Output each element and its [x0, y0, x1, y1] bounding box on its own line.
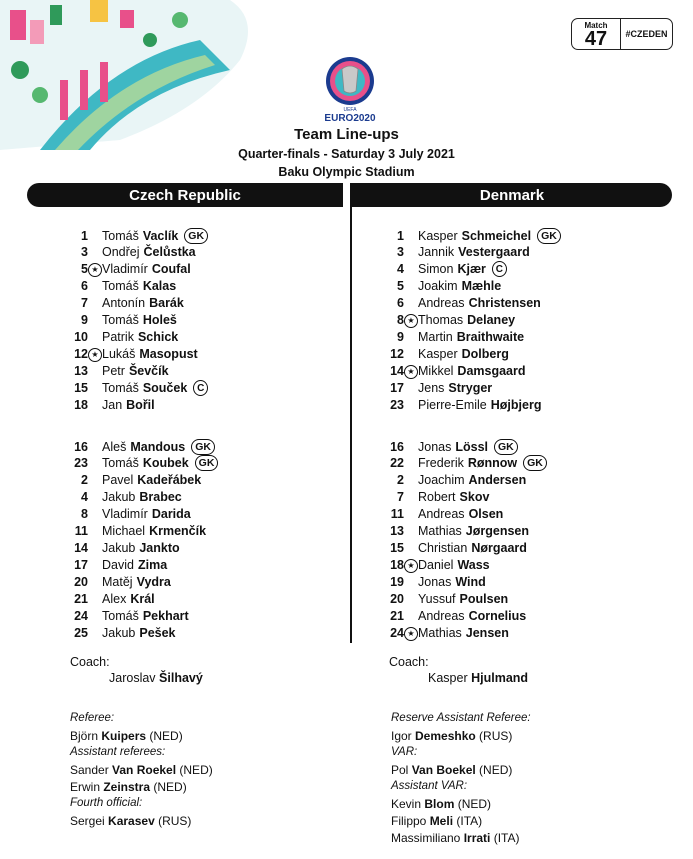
player-number: 16 [390, 439, 404, 454]
player-first-name: Yussuf [418, 592, 456, 607]
official-last-name: Kuipers [101, 729, 147, 743]
player-row [62, 261, 191, 278]
player-last-name: Olsen [468, 507, 504, 522]
player-last-name: Højbjerg [490, 398, 542, 412]
player-row [62, 227, 208, 244]
player-row [62, 295, 184, 312]
player-first-name: Christian [418, 541, 468, 556]
player-row [62, 540, 180, 557]
player-last-name: Mandous [130, 439, 186, 454]
euro2020-logo [318, 55, 382, 125]
player-number: 14 [74, 541, 88, 556]
player-row [378, 557, 490, 574]
substitution-star-icon: ★ [404, 365, 418, 379]
player-row [62, 557, 167, 574]
player-number: 2 [397, 473, 404, 488]
player-first-name: Antonín [102, 296, 146, 311]
official-person [70, 780, 187, 794]
player-first-name: Pavel [102, 473, 134, 488]
official-person [391, 831, 519, 845]
player-number: 18 [74, 398, 88, 412]
official-first-name: Björn [70, 729, 102, 743]
player-last-name: Pešek [139, 625, 176, 640]
official-role: Referee: [70, 712, 115, 724]
player-first-name: Jannik [418, 245, 455, 260]
player-first-name: Mikkel [418, 364, 454, 379]
player-number: 7 [81, 296, 88, 311]
player-last-name: Andersen [468, 473, 527, 488]
player-row [378, 380, 492, 397]
official-last-name: Van Boekel [411, 763, 476, 777]
player-number: 9 [397, 330, 404, 345]
player-row [378, 472, 526, 489]
official-role: Fourth official: [70, 797, 143, 809]
player-number: 12 ★ [62, 347, 92, 361]
player-last-name: Darida [151, 507, 191, 522]
page-title: Team Line-ups [294, 126, 399, 143]
official-last-name: Meli [429, 814, 454, 828]
player-last-name: Vydra [136, 575, 171, 590]
official-first-name: Filippo [391, 814, 430, 828]
player-first-name: Michael [102, 524, 146, 539]
official-first-name: Kevin [391, 797, 425, 811]
player-number: 4 [81, 490, 88, 505]
player-last-name: Nørgaard [471, 541, 527, 556]
captain-badge: C [193, 380, 208, 396]
player-first-name: Tomáš [102, 228, 139, 243]
player-number: 17 [74, 558, 88, 573]
player-row [378, 329, 524, 346]
player-first-name: Simon [418, 262, 454, 277]
player-first-name: Jonas [418, 439, 452, 454]
official-last-name: Demeshko [415, 729, 476, 743]
player-first-name: Tomáš [102, 313, 139, 328]
player-last-name: Kalas [142, 279, 177, 294]
player-row [378, 591, 508, 608]
official-nationality: (ITA) [490, 831, 520, 845]
player-number: 23 [390, 398, 404, 412]
official-last-name: Zeinstra [103, 780, 151, 794]
player-last-name: Král [130, 592, 155, 607]
official-nationality: (NED) [146, 729, 183, 743]
player-last-name: Jørgensen [465, 524, 529, 539]
player-last-name: Masopust [139, 347, 198, 362]
player-first-name: Lukáš [102, 347, 136, 362]
player-row [62, 346, 198, 363]
player-number: 21 [74, 592, 88, 607]
player-last-name: Bořil [126, 398, 155, 412]
player-number: 23 [74, 456, 88, 471]
player-number: 8 ★ [378, 313, 408, 327]
player-number: 22 [390, 456, 404, 471]
player-number: 13 [74, 364, 88, 379]
official-first-name: Sander [70, 763, 113, 777]
player-first-name: Jakub [102, 490, 136, 505]
player-number: 12 [390, 347, 404, 362]
official-person [391, 814, 482, 828]
player-row [62, 438, 215, 455]
official-nationality: (RUS) [154, 814, 192, 828]
player-number: 13 [390, 524, 404, 539]
team-header-czech-republic: Czech Republic [27, 183, 343, 207]
player-last-name: Delaney [467, 313, 516, 328]
player-row [378, 523, 529, 540]
player-first-name: Andreas [418, 609, 465, 623]
player-last-name: Kjær [457, 262, 486, 277]
player-last-name: Wass [457, 558, 490, 573]
player-first-name: Mathias [418, 524, 462, 539]
player-last-name: Christensen [468, 296, 541, 311]
player-row [62, 608, 189, 625]
player-last-name: Brabec [139, 490, 182, 505]
goalkeeper-badge: GK [537, 228, 561, 244]
player-number: 4 [397, 262, 404, 277]
player-first-name: Patrik [102, 330, 134, 345]
player-number: 1 [81, 228, 88, 243]
player-first-name: Kasper [418, 347, 458, 362]
player-row [62, 312, 177, 329]
player-first-name: Petr [102, 364, 125, 379]
coach-last-right: Hjulmand [471, 671, 529, 685]
player-row [62, 455, 218, 472]
player-last-name: Mæhle [461, 279, 502, 294]
player-first-name: Tomáš [102, 609, 139, 623]
player-number: 15 [390, 541, 404, 556]
player-last-name: Skov [459, 490, 490, 505]
official-person [391, 729, 512, 743]
player-last-name: Braithwaite [456, 330, 525, 345]
match-date: Quarter-finals - Saturday 3 July 2021 [238, 147, 455, 161]
player-last-name: Ševčík [128, 364, 169, 379]
player-first-name: Joakim [418, 279, 458, 294]
player-last-name: Rønnow [467, 456, 518, 471]
player-first-name: Vladimír [102, 507, 148, 522]
substitution-star-icon: ★ [404, 627, 418, 641]
player-last-name: Kadeřábek [137, 473, 202, 488]
substitution-star-icon: ★ [404, 559, 418, 573]
player-number: 18 ★ [378, 558, 408, 572]
substitution-star-icon: ★ [404, 314, 418, 328]
coach-name-right [428, 671, 528, 685]
player-number: 24 [74, 609, 88, 623]
player-first-name: Jakub [102, 625, 136, 640]
player-first-name: Tomáš [102, 381, 139, 396]
official-person [391, 763, 512, 777]
player-row [378, 506, 503, 523]
goalkeeper-badge: GK [191, 439, 215, 455]
logo-uefa-text: UEFA [343, 107, 357, 113]
official-nationality: (NED) [176, 763, 213, 777]
player-last-name: Krmenčík [149, 524, 207, 539]
player-first-name: Alex [102, 592, 127, 607]
match-hashtag: #CZEDEN [625, 29, 668, 39]
player-number: 2 [81, 473, 88, 488]
official-first-name: Igor [391, 729, 416, 743]
player-row [62, 278, 176, 295]
venue: Baku Olympic Stadium [278, 165, 415, 179]
player-number: 20 [390, 592, 404, 607]
player-row [378, 489, 489, 506]
coach-first-right: Kasper [428, 671, 468, 685]
player-number: 25 [74, 625, 88, 640]
official-role: Assistant VAR: [391, 780, 468, 792]
player-row [62, 624, 176, 641]
player-number: 6 [397, 296, 404, 311]
player-row [378, 455, 547, 472]
player-row [62, 397, 155, 414]
coach-name-left [109, 671, 203, 685]
player-first-name: David [102, 558, 134, 573]
player-row [378, 278, 501, 295]
player-last-name: Schick [137, 330, 179, 345]
official-person [70, 729, 183, 743]
goalkeeper-badge: GK [494, 439, 518, 455]
player-number: 14 ★ [378, 364, 408, 378]
player-row [62, 363, 169, 380]
player-last-name: Koubek [142, 456, 189, 471]
official-nationality: (NED) [150, 780, 187, 794]
coach-last-left: Šilhavý [159, 671, 203, 685]
player-first-name: Aleš [102, 439, 127, 454]
player-row [62, 489, 182, 506]
match-label: Match [584, 21, 608, 30]
player-last-name: Vestergaard [458, 245, 530, 260]
official-role: Reserve Assistant Referee: [391, 712, 531, 724]
player-number: 10 [74, 330, 88, 345]
coach-first-left: Jaroslav [109, 671, 156, 685]
goalkeeper-badge: GK [523, 455, 547, 471]
substitution-star-icon: ★ [88, 263, 102, 277]
player-number: 16 [74, 439, 88, 454]
official-person [70, 763, 213, 777]
player-last-name: Holeš [142, 313, 177, 328]
player-row [378, 574, 486, 591]
player-first-name: Jakub [102, 541, 136, 556]
player-last-name: Dolberg [461, 347, 509, 362]
player-row [62, 380, 208, 397]
player-first-name: Martin [418, 330, 453, 345]
player-row [378, 227, 561, 244]
player-row [378, 295, 541, 312]
player-last-name: Poulsen [459, 592, 509, 607]
player-row [378, 397, 541, 414]
player-row [378, 624, 509, 641]
official-person [391, 797, 491, 811]
player-row [378, 346, 509, 363]
official-role: Assistant referees: [70, 746, 166, 758]
player-first-name: Daniel [418, 558, 454, 573]
player-first-name: Ondřej [102, 245, 140, 260]
player-number: 24 ★ [378, 626, 408, 640]
player-row [62, 244, 196, 261]
column-divider [350, 183, 352, 643]
player-row [378, 261, 507, 278]
player-last-name: Cornelius [468, 609, 527, 623]
player-row [378, 438, 518, 455]
player-number: 5 ★ [62, 262, 92, 276]
official-first-name: Erwin [70, 780, 104, 794]
player-last-name: Damsgaard [457, 364, 526, 379]
player-last-name: Jensen [465, 625, 509, 640]
goalkeeper-badge: GK [195, 455, 219, 471]
official-nationality: (NED) [475, 763, 513, 777]
player-row [378, 540, 527, 557]
official-person [70, 814, 191, 828]
player-row [62, 523, 206, 540]
player-row [378, 363, 526, 380]
official-first-name: Massimiliano [391, 831, 464, 845]
player-last-name: Lössl [455, 439, 489, 454]
official-nationality: (RUS) [475, 729, 513, 743]
substitution-star-icon: ★ [88, 348, 102, 362]
player-number: 1 [397, 228, 404, 243]
player-row [378, 608, 526, 625]
player-first-name: Joachim [418, 473, 465, 488]
player-last-name: Coufal [151, 262, 191, 277]
player-row [378, 312, 515, 329]
player-last-name: Stryger [448, 381, 493, 396]
player-first-name: Kasper [418, 228, 458, 243]
player-row [378, 244, 530, 261]
official-last-name: Irrati [463, 831, 491, 845]
player-first-name: Frederik [418, 456, 464, 471]
player-row [62, 472, 201, 489]
team-header-denmark: Denmark [352, 183, 672, 207]
player-number: 21 [390, 609, 404, 623]
player-first-name: Andreas [418, 296, 465, 311]
player-first-name: Tomáš [102, 279, 139, 294]
player-first-name: Robert [418, 490, 456, 505]
official-nationality: (NED) [454, 797, 492, 811]
official-role: VAR: [391, 746, 418, 758]
goalkeeper-badge: GK [184, 228, 208, 244]
player-last-name: Jankto [139, 541, 180, 556]
player-number: 11 [74, 524, 88, 539]
player-number: 9 [81, 313, 88, 328]
official-nationality: (ITA) [453, 814, 483, 828]
player-first-name: Thomas [418, 313, 464, 328]
player-number: 8 [81, 507, 88, 522]
coach-label-left: Coach: [70, 655, 110, 669]
player-last-name: Zima [137, 558, 168, 573]
match-badge [571, 18, 673, 50]
player-first-name: Matěj [102, 575, 133, 590]
player-last-name: Schmeichel [461, 228, 532, 243]
official-last-name: Van Roekel [112, 763, 177, 777]
player-last-name: Pekhart [142, 609, 189, 623]
player-first-name: Vladimír [102, 262, 148, 277]
player-row [62, 329, 178, 346]
player-first-name: Jens [418, 381, 445, 396]
player-last-name: Vaclík [142, 228, 179, 243]
player-number: 5 [397, 279, 404, 294]
player-first-name: Andreas [418, 507, 465, 522]
player-number: 19 [390, 575, 404, 590]
player-number: 3 [81, 245, 88, 260]
official-first-name: Pol [391, 763, 412, 777]
player-number: 3 [397, 245, 404, 260]
player-first-name: Pierre-Emile [418, 398, 487, 412]
player-last-name: Wind [455, 575, 486, 590]
player-number: 6 [81, 279, 88, 294]
coach-label-right: Coach: [389, 655, 429, 669]
official-last-name: Karasev [108, 814, 155, 828]
player-number: 20 [74, 575, 88, 590]
official-first-name: Sergei [70, 814, 109, 828]
player-row [62, 591, 155, 608]
player-last-name: Barák [149, 296, 184, 311]
player-first-name: Jonas [418, 575, 452, 590]
player-number: 15 [74, 381, 88, 396]
player-first-name: Mathias [418, 625, 462, 640]
official-last-name: Blom [424, 797, 455, 811]
captain-badge: C [492, 261, 507, 277]
player-first-name: Tomáš [102, 456, 139, 471]
logo-euro-text: EURO2020 [324, 113, 376, 124]
player-number: 17 [390, 381, 404, 396]
player-first-name: Jan [102, 398, 123, 412]
player-number: 11 [390, 507, 404, 522]
player-last-name: Čelůstka [143, 245, 196, 260]
player-row [62, 574, 171, 591]
player-number: 7 [397, 490, 404, 505]
match-number: 47 [584, 28, 608, 50]
player-last-name: Souček [142, 381, 188, 396]
player-row [62, 506, 191, 523]
